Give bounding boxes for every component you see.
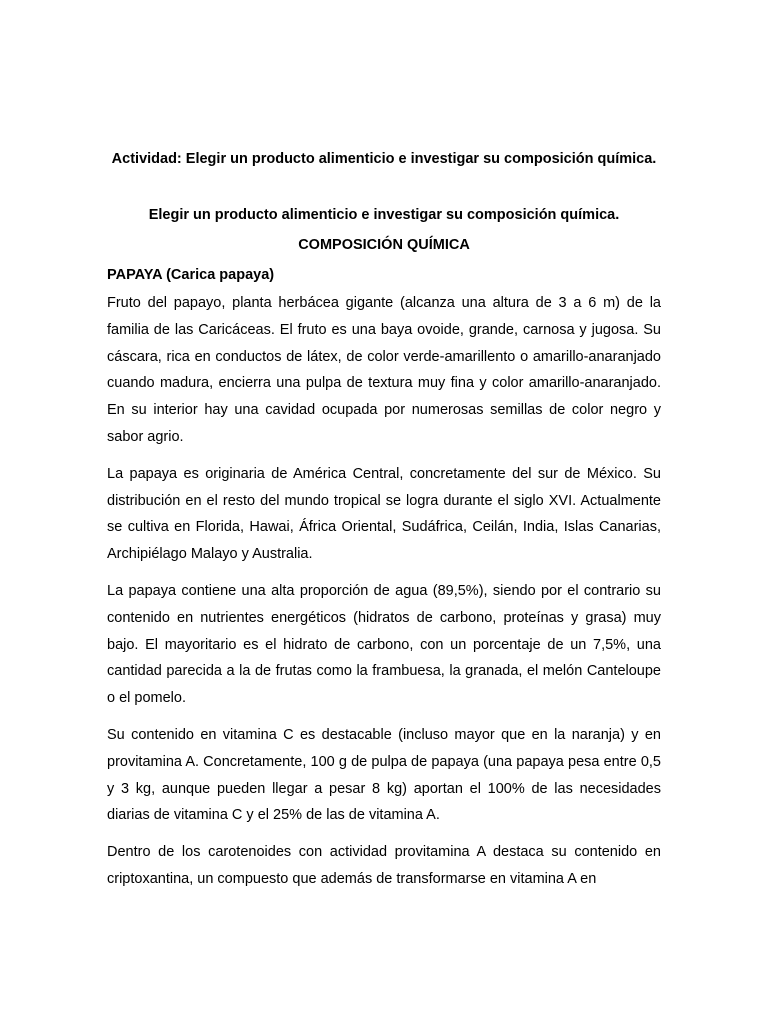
paragraph-nutrients: La papaya contiene una alta proporción de agua (89,5%), siendo por el contrario su contenido en nutrientes energéticos (hidratos de carbono, proteínas y grasa) muy bajo. El mayoritario es el hidrato de carbono, con un porcentaje de un 7,5%, una cantidad parecida a la de frutas como la frambuesa, la granada, el melón Canteloupe o el pomelo. bbox=[107, 582, 661, 707]
activity-title: Actividad: Elegir un producto alimenticio e investigar su composición química. bbox=[111, 151, 657, 167]
paragraph-description: Fruto del papayo, planta herbácea gigante (alcanza una altura de 3 a 6 m) de la familia de las Caricáceas. El fruto es una baya ovoide, grande, carnosa y jugosa. Su cáscara, rica en conductos de látex, de color verde-amarillento o amarillo-anaranjado cuando madura, encierra una pulpa de textura muy fina y color amarillo-anaranjado. En su interior hay una cavidad ocupada por numerosas semillas de color negro y sabor agrio. bbox=[107, 295, 661, 445]
document-body bbox=[107, 148, 661, 893]
section-heading: COMPOSICIÓN QUÍMICA bbox=[298, 237, 470, 253]
fruit-heading: PAPAYA (Carica papaya) bbox=[107, 267, 275, 283]
paragraph-carotenoids: Dentro de los carotenoides con actividad provitamina A destaca su contenido en criptoxantina, un compuesto que además de transformarse en vitamina A en bbox=[107, 844, 661, 887]
subtitle: Elegir un producto alimenticio e investigar su composición química. bbox=[148, 207, 620, 223]
paragraph-vitamins: Su contenido en vitamina C es destacable (incluso mayor que en la naranja) y en provitamina A. Concretamente, 100 g de pulpa de papaya (una papaya pesa entre 0,5 y 3 kg, aunque pueden llegar a pesar 8 kg) aportan el 100% de las necesidades diarias de vitamina C y el 25% de las de vitamina A. bbox=[107, 726, 661, 824]
paragraph-origin: La papaya es originaria de América Central, concretamente del sur de México. Su distribución en el resto del mundo tropical se logra durante el siglo XVI. Actualmente se cultiva en Florida, Hawai, África Oriental, Sudáfrica, Ceilán, India, Islas Canarias, Archipiélago Malayo y Australia. bbox=[107, 465, 661, 563]
